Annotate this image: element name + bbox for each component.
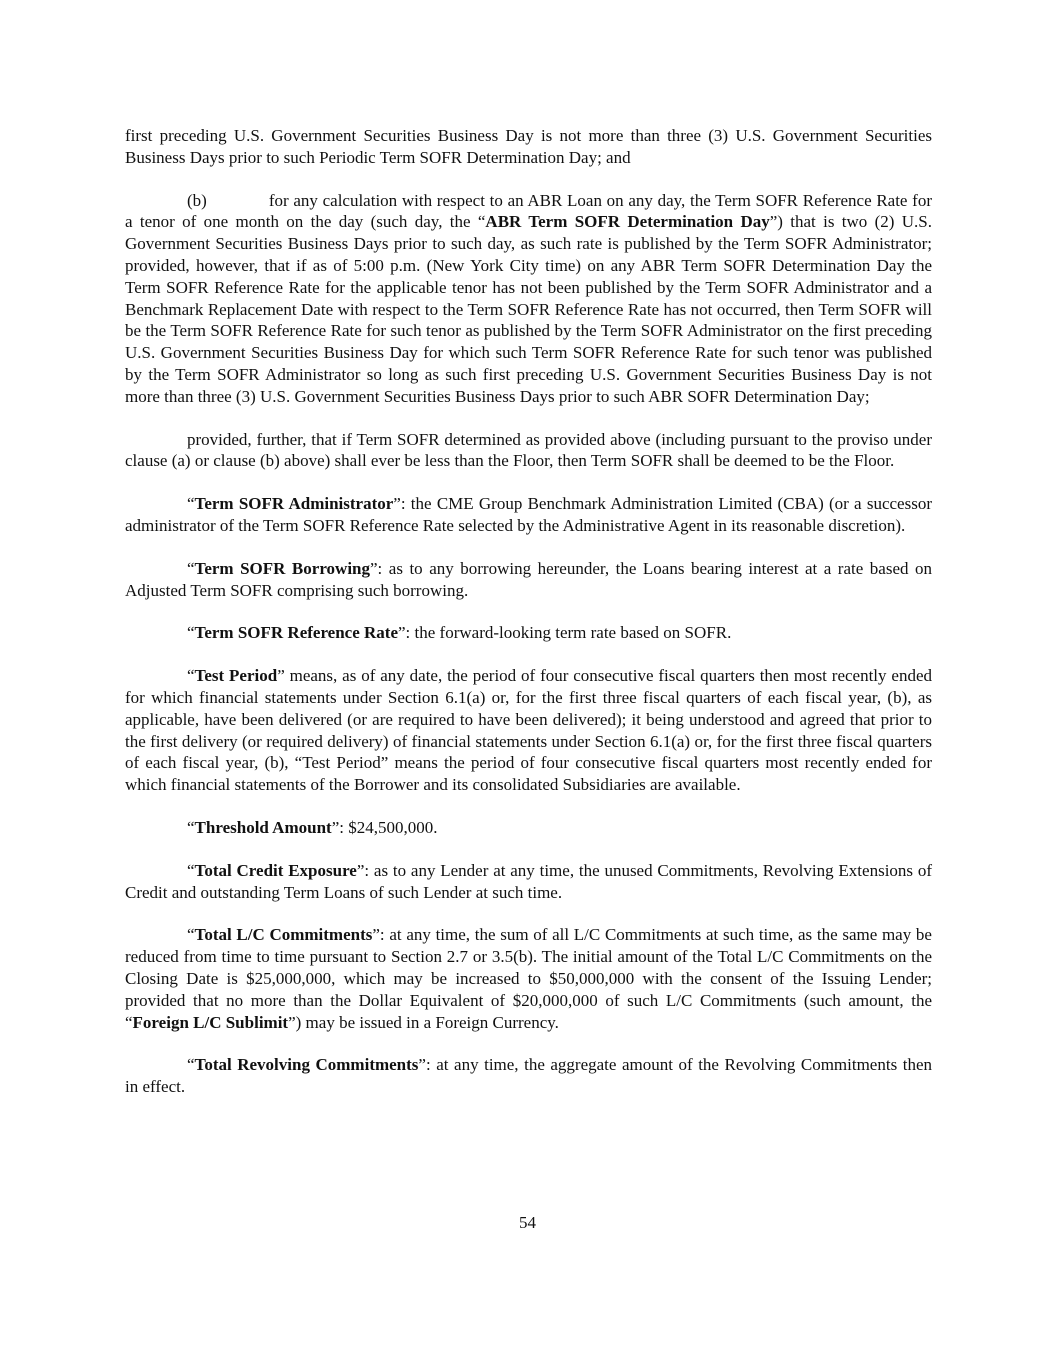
- clause-label: (b): [187, 190, 207, 210]
- document-page: [125, 125, 932, 1119]
- definition-text: ”: as to any Lender at any time, the unused Commitments, Revolving Extensions of Credit and outstanding Term Loans of such Lender at such time.: [125, 860, 932, 902]
- open-quote: “: [187, 666, 195, 686]
- paragraph-continuation: [125, 125, 932, 169]
- definition-text: ” means, as of any date, the period of four consecutive fiscal quarters then most recently ended for which financial statements under Section 6.1(a) or, for the first three fiscal quarters of each fiscal year, (b), as applicable, have been delivered (or are required to have been delivered); it being understood and agreed that prior to the first delivery (or required delivery) of financial statements under Section 6.1(a) or, for the first three fiscal quarters of each fiscal year, (b), “Test Period” means the period of four consecutive fiscal quarters most recently ended for which financial statements of the Borrower and its consolidated Subsidiaries are available.: [125, 666, 932, 795]
- defined-term: Total L/C Commitments: [194, 925, 373, 945]
- definition-text: ”: $24,500,000.: [331, 817, 438, 837]
- proviso-paragraph: [125, 429, 932, 473]
- defined-term: Test Period: [194, 666, 278, 686]
- definition-term-sofr-reference-rate: [125, 622, 932, 644]
- open-quote: “: [187, 558, 195, 578]
- paragraph-text: first preceding U.S. Government Securities Business Day is not more than three (3) U.S. Government Securities Business Days prior to such Periodic Term SOFR Determination Day; and: [125, 126, 932, 167]
- open-quote: “: [187, 817, 195, 837]
- defined-term: Total Credit Exposure: [194, 860, 357, 880]
- defined-term: Total Revolving Commitments: [194, 1055, 419, 1075]
- page-number: 54: [519, 1213, 536, 1232]
- open-quote: “: [187, 1055, 195, 1075]
- defined-term: Term SOFR Borrowing: [194, 558, 371, 578]
- definition-text: ”: the forward-looking term rate based on SOFR.: [398, 623, 732, 643]
- defined-term-inline: Foreign L/C Sublimit: [132, 1012, 289, 1032]
- definition-text: ”: as to any borrowing hereunder, the Loans bearing interest at a rate based on Adjusted Term SOFR comprising such borrowing.: [125, 558, 932, 600]
- defined-term: Term SOFR Reference Rate: [194, 623, 399, 643]
- definition-text-end: ”) may be issued in a Foreign Currency.: [288, 1012, 559, 1032]
- open-quote: “: [187, 860, 195, 880]
- definition-text: ”: at any time, the aggregate amount of the Revolving Commitments then in effect.: [125, 1055, 932, 1097]
- open-quote: “: [187, 623, 195, 643]
- clause-b: [125, 190, 932, 408]
- definition-text: ”: at any time, the sum of all L/C Commitments at such time, as the same may be reduced from time to time pursuant to Section 2.7 or 3.5(b). The initial amount of the Total L/C Commitments on the Closing Date is $25,000,000, which may be increased to $50,000,000 with the consent of the Issuing Lender; provided that no more than the Dollar Equivalent of $20,000,000 of such L/C Commitments (such amount, the “: [125, 925, 932, 1032]
- definition-term-sofr-administrator: [125, 493, 932, 537]
- definition-total-revolving-commitments: [125, 1054, 932, 1098]
- open-quote: “: [187, 494, 195, 514]
- definition-term-sofr-borrowing: [125, 558, 932, 602]
- defined-term: Term SOFR Administrator: [194, 494, 394, 514]
- definition-test-period: [125, 665, 932, 796]
- definition-text: ”: the CME Group Benchmark Administration Limited (CBA) (or a successor administrator of the Term SOFR Reference Rate selected by the Administrative Agent in its reasonable discretion).: [125, 494, 932, 535]
- clause-text-pre: for any calculation with respect to an ABR Loan on any day, the Term SOFR Reference Rate for a tenor of one month on the day (such day, the “: [125, 190, 932, 232]
- open-quote: “: [187, 925, 195, 945]
- definition-total-credit-exposure: [125, 860, 932, 904]
- clause-text-post: ”) that is two (2) U.S. Government Securities Business Days prior to such day, as such rate is published by the Term SOFR Administrator; provided, however, that if as of 5:00 p.m. (New York City time) on any ABR Term SOFR Determination Day the Term SOFR Reference Rate for the applicable tenor has not been published by the Term SOFR Administrator and a Benchmark Replacement Date with respect to the Term SOFR Reference Rate has not occurred, then Term SOFR will be the Term SOFR Reference Rate for such tenor as published by the Term SOFR Administrator on the first preceding U.S. Government Securities Business Day for which such Term SOFR Reference Rate for such tenor was published by the Term SOFR Administrator so long as such first preceding U.S. Government Securities Business Day is not more than three (3) U.S. Government Securities Business Days prior to such ABR SOFR Determination Day;: [125, 212, 932, 406]
- paragraph-text: provided, further, that if Term SOFR determined as provided above (including pursuant to the proviso under clause (a) or clause (b) above) shall ever be less than the Floor, then Term SOFR shall be deemed to be the Floor.: [125, 429, 932, 471]
- definition-threshold-amount: [125, 817, 932, 839]
- definition-total-lc-commitments: [125, 924, 932, 1033]
- defined-term: ABR Term SOFR Determination Day: [485, 212, 770, 232]
- defined-term: Threshold Amount: [194, 817, 332, 837]
